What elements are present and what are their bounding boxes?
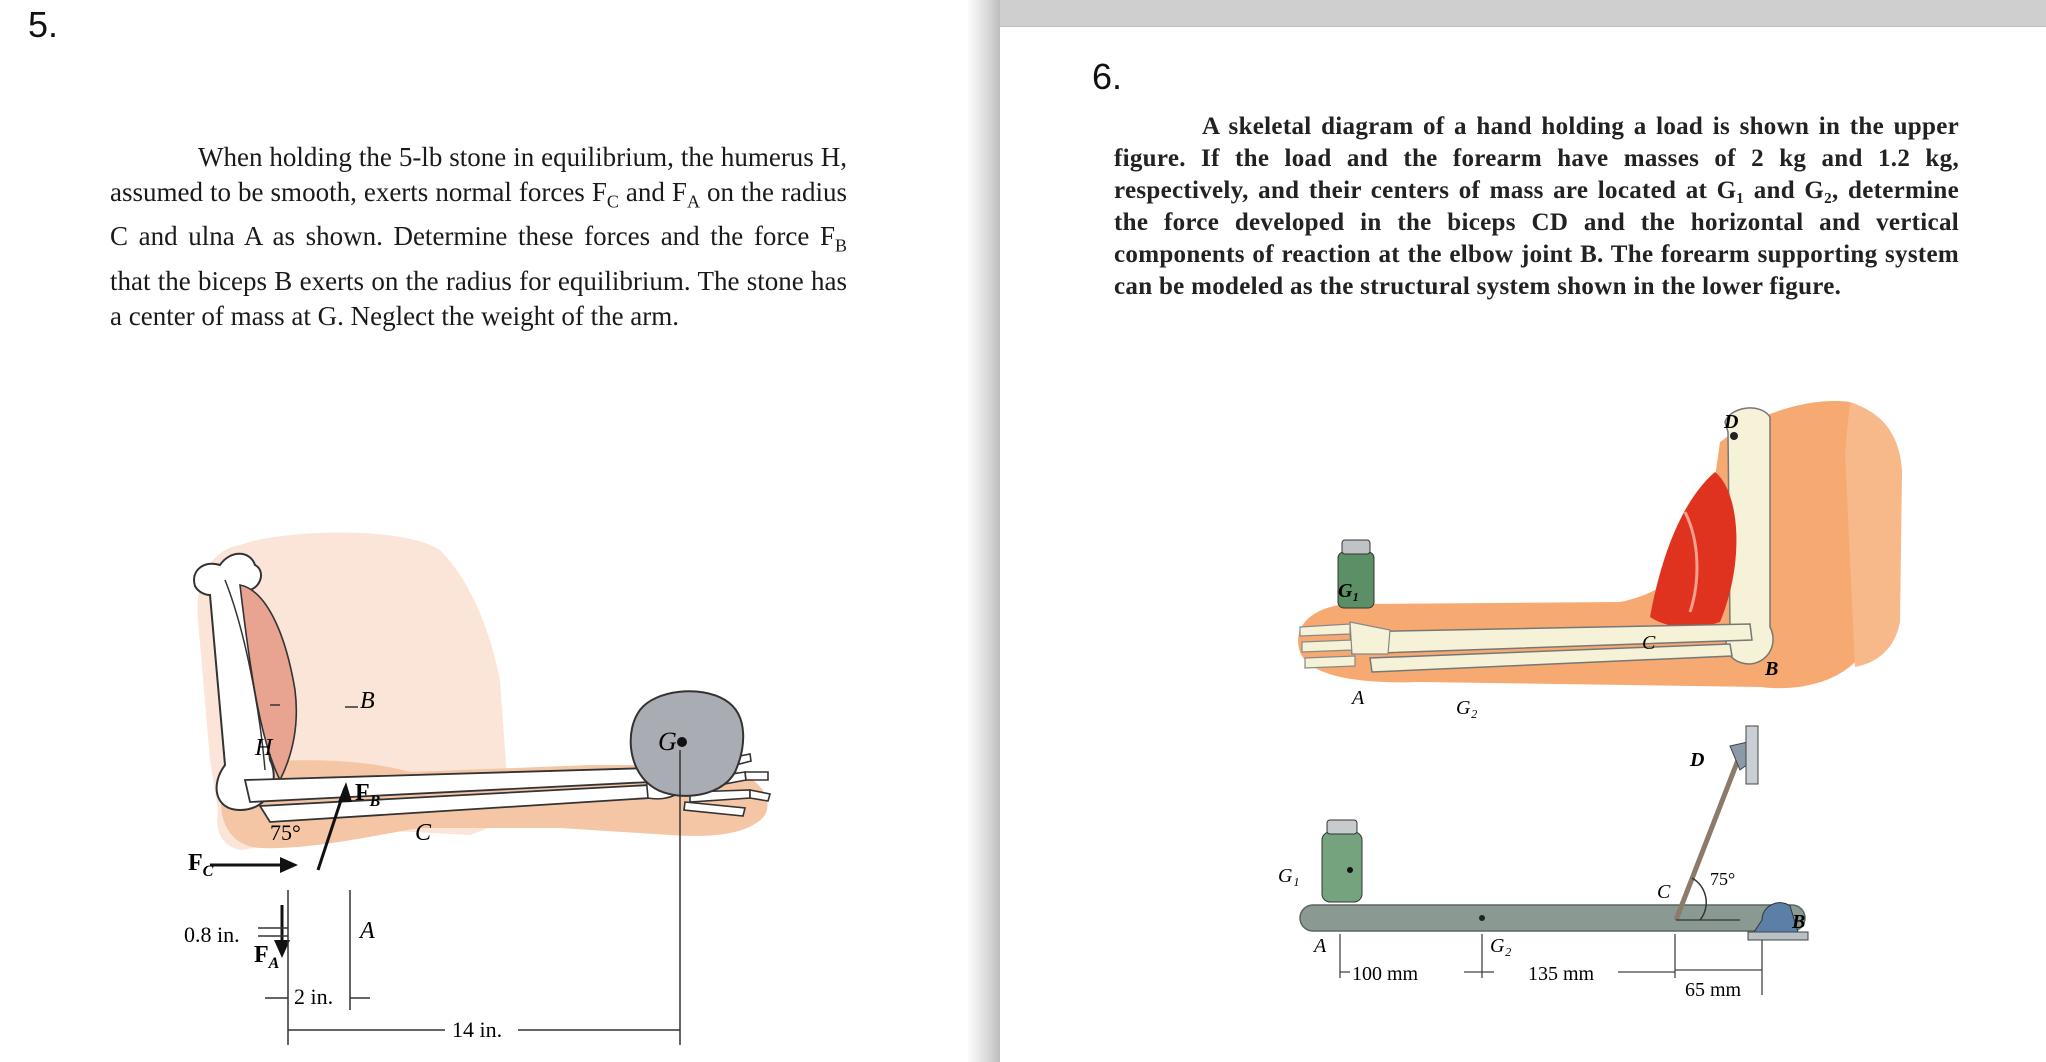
upper-arm-figure <box>1290 392 2046 722</box>
label-A: A <box>360 918 375 944</box>
upper-label-G1: G₁ <box>1338 580 1360 602</box>
dim-100-mm: 100 mm <box>1352 963 1419 985</box>
upper-label-C: C <box>1642 632 1656 654</box>
lower-label-D: D <box>1690 749 1705 771</box>
problem-6-text: A skeletal diagram of a hand holding a load is shown in the upper figure. If the load and the forearm have masses of 2 kg and 1.2 kg, respectively, and their centers of mass are located at G₁ and G₂, determine the force developed in the biceps CD and the horizontal and vertical components of reaction at the elbow joint B. The forearm supporting system can be modeled as the structural system shown in the lower figure. <box>1114 113 1959 300</box>
label-H: H <box>255 735 273 761</box>
problem-5-text: When holding the 5-lb stone in equilibrium, the humerus H, assumed to be smooth, exerts normal forces $F_C$ and $F_A$ on the radius C and ulna A as shown. Determine these forces and the force $F_B$ that the biceps B exerts on the radius for equilibrium. The stone has a center of mass at G. Neglect the weight of the arm. <box>110 142 848 331</box>
stone <box>631 691 743 796</box>
problem-number-5: 5. <box>28 4 59 45</box>
dim-135-mm: 135 mm <box>1528 963 1595 985</box>
dim-0.8-in: 0.8 in. <box>184 922 240 947</box>
dim-2-in: 2 in. <box>294 984 334 1009</box>
arm-figure <box>170 510 830 1050</box>
lower-structural-figure <box>1270 720 1830 1010</box>
problem-number-6: 6. <box>1092 56 1123 97</box>
lower-label-G2: G₂ <box>1490 935 1512 957</box>
lower-label-G1: G₁ <box>1278 865 1300 887</box>
dim-65-mm: 65 mm <box>1685 979 1742 1001</box>
upper-label-A: A <box>1352 687 1365 709</box>
label-angle-75: 75° <box>270 820 301 845</box>
label-G: G <box>658 727 677 756</box>
biceps-link-CD <box>1676 760 1738 920</box>
force-FC-arrow <box>280 857 298 873</box>
support-D <box>1746 726 1758 784</box>
page-divider <box>968 0 1000 1062</box>
top-bar <box>1000 0 2046 27</box>
stone-center-point <box>677 737 687 747</box>
lower-label-C: C <box>1657 881 1671 903</box>
label-FC: $F_C$ <box>188 850 214 880</box>
lower-label-B: B <box>1792 911 1806 933</box>
label-FB: $F_B$ <box>355 780 381 810</box>
label-B: B <box>360 688 375 714</box>
upper-label-D: D <box>1724 411 1739 433</box>
lower-angle-75: 75° <box>1710 869 1736 889</box>
beam-center-G2 <box>1479 915 1485 921</box>
upper-label-G2: G₂ <box>1456 697 1478 719</box>
forearm-beam <box>1300 905 1805 931</box>
label-C: C <box>415 820 432 846</box>
label-FA: $F_A$ <box>254 942 280 972</box>
dim-14-in: 14 in. <box>452 1017 503 1042</box>
lower-label-A: A <box>1314 935 1327 957</box>
upper-label-B: B <box>1765 658 1779 680</box>
lower-load-can <box>1322 832 1362 902</box>
